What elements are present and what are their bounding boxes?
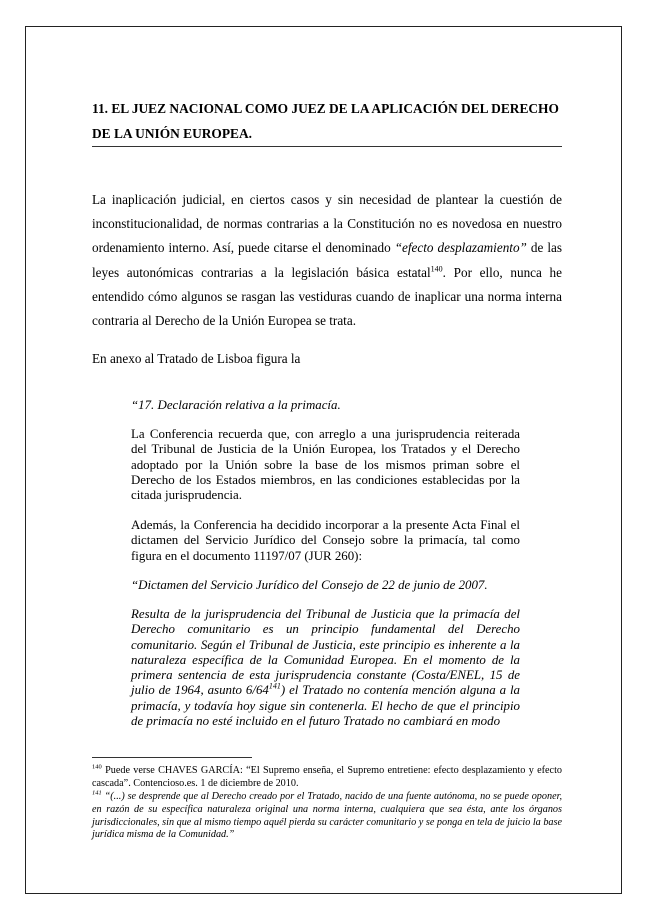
- paragraph-1-text-end: . Por ello, nunca he entendido cómo algunos se rasgan las vestiduras cuando de inaplicar una norma interna contraria al Derecho de la Unión Europea se trata.: [92, 264, 563, 329]
- footnote-number-140: 140: [92, 763, 102, 771]
- footnote-141: [92, 791, 562, 842]
- paragraph-1-text-cont: de las leyes autonómicas contrarias a la legislación básica estatal: [92, 240, 562, 280]
- dictamen-title: “Dictamen del Servicio Jurídico del Consejo de 22 de junio de 2007.: [131, 578, 488, 592]
- footnote-140: [92, 765, 562, 791]
- paragraph-inaplicacion: [92, 188, 562, 333]
- efecto-desplazamiento-term: “efecto desplazamiento”: [394, 240, 527, 256]
- footnote-140-text: Puede verse CHAVES GARCÍA: “El Supremo enseña, el Supremo entretiene: efecto desplazamiento y efecto cascada”. Contencioso.es. 1 de diciembre de 2010.: [92, 765, 562, 789]
- dictamen-text: Resulta de la jurisprudencia del Tribunal de Justicia que la primacía del Derecho comunitario es un principio fundamental del Derecho comunitario. Según el Tribunal de Justicia, este principio es inherente a la naturaleza específica de la Comunidad Europea. En el momento de la primera sentencia de esta jurisprudencia constante (Costa/ENEL, 15 de julio de 1964, asunto 6/64: [131, 607, 520, 698]
- paragraph-1-text: La inaplicación judicial, en ciertos casos y sin necesidad de plantear la cuestión de inconstitucionalidad, de normas contrarias a la Constitución no es novedosa en nuestro ordenamiento interno. Así, puede citarse el denominado: [92, 192, 562, 256]
- paragraph-anexo: En anexo al Tratado de Lisboa figura la: [92, 351, 301, 366]
- footnote-number-141: 141: [92, 789, 102, 797]
- section-heading: 11. EL JUEZ NACIONAL COMO JUEZ DE LA APLICACIÓN DEL DERECHO DE LA UNIÓN EUROPEA.: [92, 101, 559, 141]
- footnote-ref-141[interactable]: 141: [268, 682, 281, 692]
- quote-title: “17. Declaración relativa a la primacía.: [131, 398, 341, 412]
- footnote-141-text: “(...) se desprende que al Derecho creado por el Tratado, nacido de una fuente autónoma, no se puede oponer, en razón de su específica naturaleza original una norma interna, cualquiera que sea ésta, ante los órganos jurisdiccionales, sin que al mismo tiempo aquél pierda su carácter comunitario y se ponga en tela de juicio la base jurídica misma de la Comunidad.”: [92, 791, 562, 841]
- quote-paragraph-ademas: Además, la Conferencia ha decidido incorporar a la presente Acta Final el dictamen del Servicio Jurídico del Consejo sobre la primacía, tal como figura en el documento 11197/07 (JUR 260):: [131, 518, 520, 563]
- footnote-separator: [92, 757, 252, 758]
- dictamen-paragraph: [131, 607, 520, 729]
- quote-paragraph-conferencia: La Conferencia recuerda que, con arreglo a una jurisprudencia reiterada del Tribunal de Justicia de la Unión Europea, los Tratados y el Derecho adoptado por la Unión sobre la base de los mismos priman sobre el Derecho de los Estados miembros, en las condiciones establecidas por la citada jurisprudencia.: [131, 427, 520, 503]
- footnote-ref-140[interactable]: 140: [430, 264, 443, 274]
- heading-divider: [92, 146, 562, 147]
- dictamen-text-cont: ) el Tratado no contenía mención alguna a la primacía, y todavía hoy sigue sin contenerla. El hecho de que el principio de primacía no esté incluido en el futuro Tratado no cambiará en modo: [131, 683, 520, 729]
